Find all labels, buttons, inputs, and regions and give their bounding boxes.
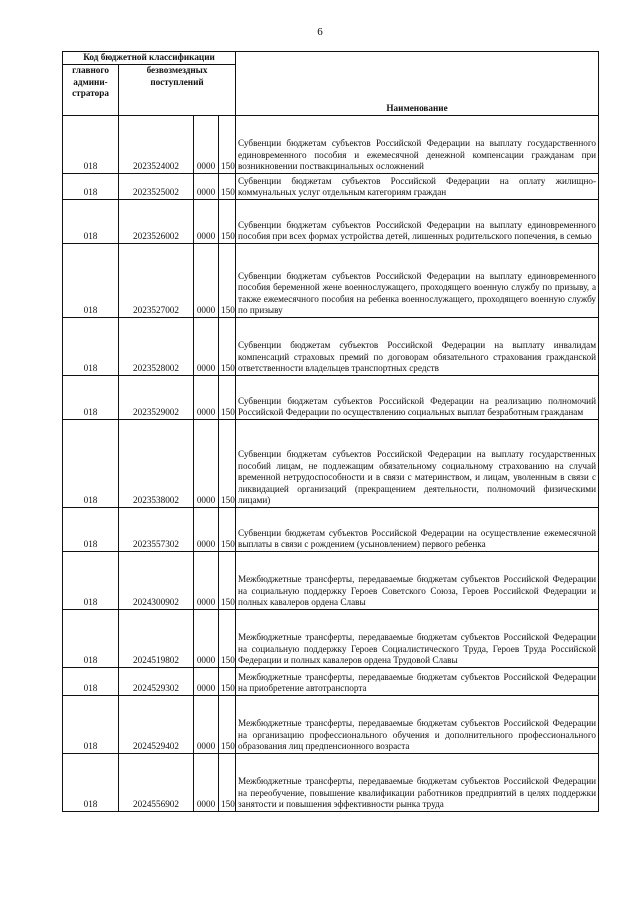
admin-code-cell: 018 [63, 696, 119, 754]
name-cell: Межбюджетные трансферты, передаваемые бюджетам субъектов Российской Федерации на социальную поддержку Героев Советского Союза, Героев Российской Федерации и полных кавалеров ордена Славы [236, 552, 599, 610]
admin-code-cell: 018 [63, 174, 119, 200]
table-row [63, 244, 599, 318]
income-code-cell: 2023538002 [119, 420, 194, 508]
income-code-cell: 2024556902 [119, 754, 194, 812]
table-row [63, 420, 599, 508]
table-row [63, 754, 599, 812]
income-code-cell: 2023529002 [119, 376, 194, 420]
income-code-cell: 2023528002 [119, 318, 194, 376]
subtype-code-cell: 0000 [194, 420, 219, 508]
kind-code-cell: 150 [219, 244, 236, 318]
income-code-cell: 2023524002 [119, 116, 194, 174]
kind-code-cell: 150 [219, 552, 236, 610]
income-code-cell: 2024529402 [119, 696, 194, 754]
admin-code-cell: 018 [63, 754, 119, 812]
admin-code-cell: 018 [63, 318, 119, 376]
subtype-code-cell: 0000 [194, 696, 219, 754]
admin-code-cell: 018 [63, 376, 119, 420]
subtype-code-cell: 0000 [194, 244, 219, 318]
subtype-code-cell: 0000 [194, 754, 219, 812]
name-cell: Субвенции бюджетам субъектов Российской Федерации на выплату единовременного пособия при всех формах устройства детей, лишенных родительского попечения, в семью [236, 200, 599, 244]
name-cell: Межбюджетные трансферты, передаваемые бюджетам субъектов Российской Федерации на приобретение автотранспорта [236, 668, 599, 696]
income-code-cell: 2023557302 [119, 508, 194, 552]
page-number: 6 [317, 26, 323, 38]
admin-code-cell: 018 [63, 420, 119, 508]
table-row [63, 200, 599, 244]
subtype-code-cell: 0000 [194, 200, 219, 244]
subtype-code-cell: 0000 [194, 376, 219, 420]
name-cell: Субвенции бюджетам субъектов Российской Федерации на выплату государственных пособий лицам, не подлежащим обязательному социальному страхованию на случай временной нетрудоспособности и в связи с материнством, и лицам, уволенным в связи с ликвидацией организаций (прекращением деятельности, полномочий физическими лицами) [236, 420, 599, 508]
subtype-code-cell: 0000 [194, 668, 219, 696]
table-row [63, 318, 599, 376]
kind-code-cell: 150 [219, 668, 236, 696]
kind-code-cell: 150 [219, 696, 236, 754]
kind-code-cell: 150 [219, 174, 236, 200]
kind-code-cell: 150 [219, 200, 236, 244]
name-cell: Субвенции бюджетам субъектов Российской Федерации на реализацию полномочий Российской Федерации по осуществлению социальных выплат безработным гражданам [236, 376, 599, 420]
table-row [63, 610, 599, 668]
budget-classification-table [62, 51, 599, 812]
admin-code-cell: 018 [63, 244, 119, 318]
name-cell: Субвенции бюджетам субъектов Российской Федерации на оплату жилищно-коммунальных услуг отдельным категориям граждан [236, 174, 599, 200]
admin-code-cell: 018 [63, 610, 119, 668]
income-code-cell: 2023527002 [119, 244, 194, 318]
admin-code-cell: 018 [63, 200, 119, 244]
name-cell: Межбюджетные трансферты, передаваемые бюджетам субъектов Российской Федерации на переобучение, повышение квалификации работников предприятий в целях поддержки занятости и повышения эффективности рынка труда [236, 754, 599, 812]
table-row [63, 552, 599, 610]
kind-code-cell: 150 [219, 376, 236, 420]
header-code-group: Код бюджетной классификации [63, 52, 236, 65]
table-row [63, 174, 599, 200]
kind-code-cell: 150 [219, 318, 236, 376]
income-code-cell: 2023525002 [119, 174, 194, 200]
name-cell: Субвенции бюджетам субъектов Российской Федерации на выплату инвалидам компенсаций страховых премий по договорам обязательного страхования гражданской ответственности владельцев транспортных средств [236, 318, 599, 376]
subtype-code-cell: 0000 [194, 508, 219, 552]
table-row [63, 376, 599, 420]
table-row [63, 116, 599, 174]
income-code-cell: 2024300902 [119, 552, 194, 610]
income-code-cell: 2023526002 [119, 200, 194, 244]
name-cell: Субвенции бюджетам субъектов Российской Федерации на осуществление ежемесячной выплаты в связи с рождением (усыновлением) первого ребенка [236, 508, 599, 552]
subtype-code-cell: 0000 [194, 174, 219, 200]
admin-code-cell: 018 [63, 552, 119, 610]
header-admin: главного админи-стратора [63, 65, 119, 116]
kind-code-cell: 150 [219, 508, 236, 552]
kind-code-cell: 150 [219, 420, 236, 508]
table-row [63, 668, 599, 696]
name-cell: Субвенции бюджетам субъектов Российской Федерации на выплату единовременного пособия беременной жене военнослужащего, проходящего военную службу по призыву, а также ежемесячного пособия на ребенка военнослужащего, проходящего военную службу по призыву [236, 244, 599, 318]
admin-code-cell: 018 [63, 508, 119, 552]
subtype-code-cell: 0000 [194, 116, 219, 174]
name-cell: Межбюджетные трансферты, передаваемые бюджетам субъектов Российской Федерации на организацию профессионального обучения и дополнительного профессионального образования лиц предпенсионного возраста [236, 696, 599, 754]
income-code-cell: 2024519802 [119, 610, 194, 668]
subtype-code-cell: 0000 [194, 318, 219, 376]
income-code-cell: 2024529302 [119, 668, 194, 696]
kind-code-cell: 150 [219, 754, 236, 812]
table-row [63, 696, 599, 754]
admin-code-cell: 018 [63, 116, 119, 174]
name-cell: Субвенции бюджетам субъектов Российской Федерации на выплату государственного единовременного пособия и ежемесячной денежной компенсации гражданам при возникновении поствакцинальных осложнений [236, 116, 599, 174]
table-row [63, 508, 599, 552]
table-body [63, 116, 599, 812]
kind-code-cell: 150 [219, 610, 236, 668]
subtype-code-cell: 0000 [194, 552, 219, 610]
header-name: Наименование [236, 52, 599, 116]
kind-code-cell: 150 [219, 116, 236, 174]
admin-code-cell: 018 [63, 668, 119, 696]
header-income: безвозмездных поступлений [119, 65, 236, 116]
subtype-code-cell: 0000 [194, 610, 219, 668]
name-cell: Межбюджетные трансферты, передаваемые бюджетам субъектов Российской Федерации на социальную поддержку Героев Социалистического Труда, Героев Труда Российской Федерации и полных кавалеров ордена Трудовой Славы [236, 610, 599, 668]
